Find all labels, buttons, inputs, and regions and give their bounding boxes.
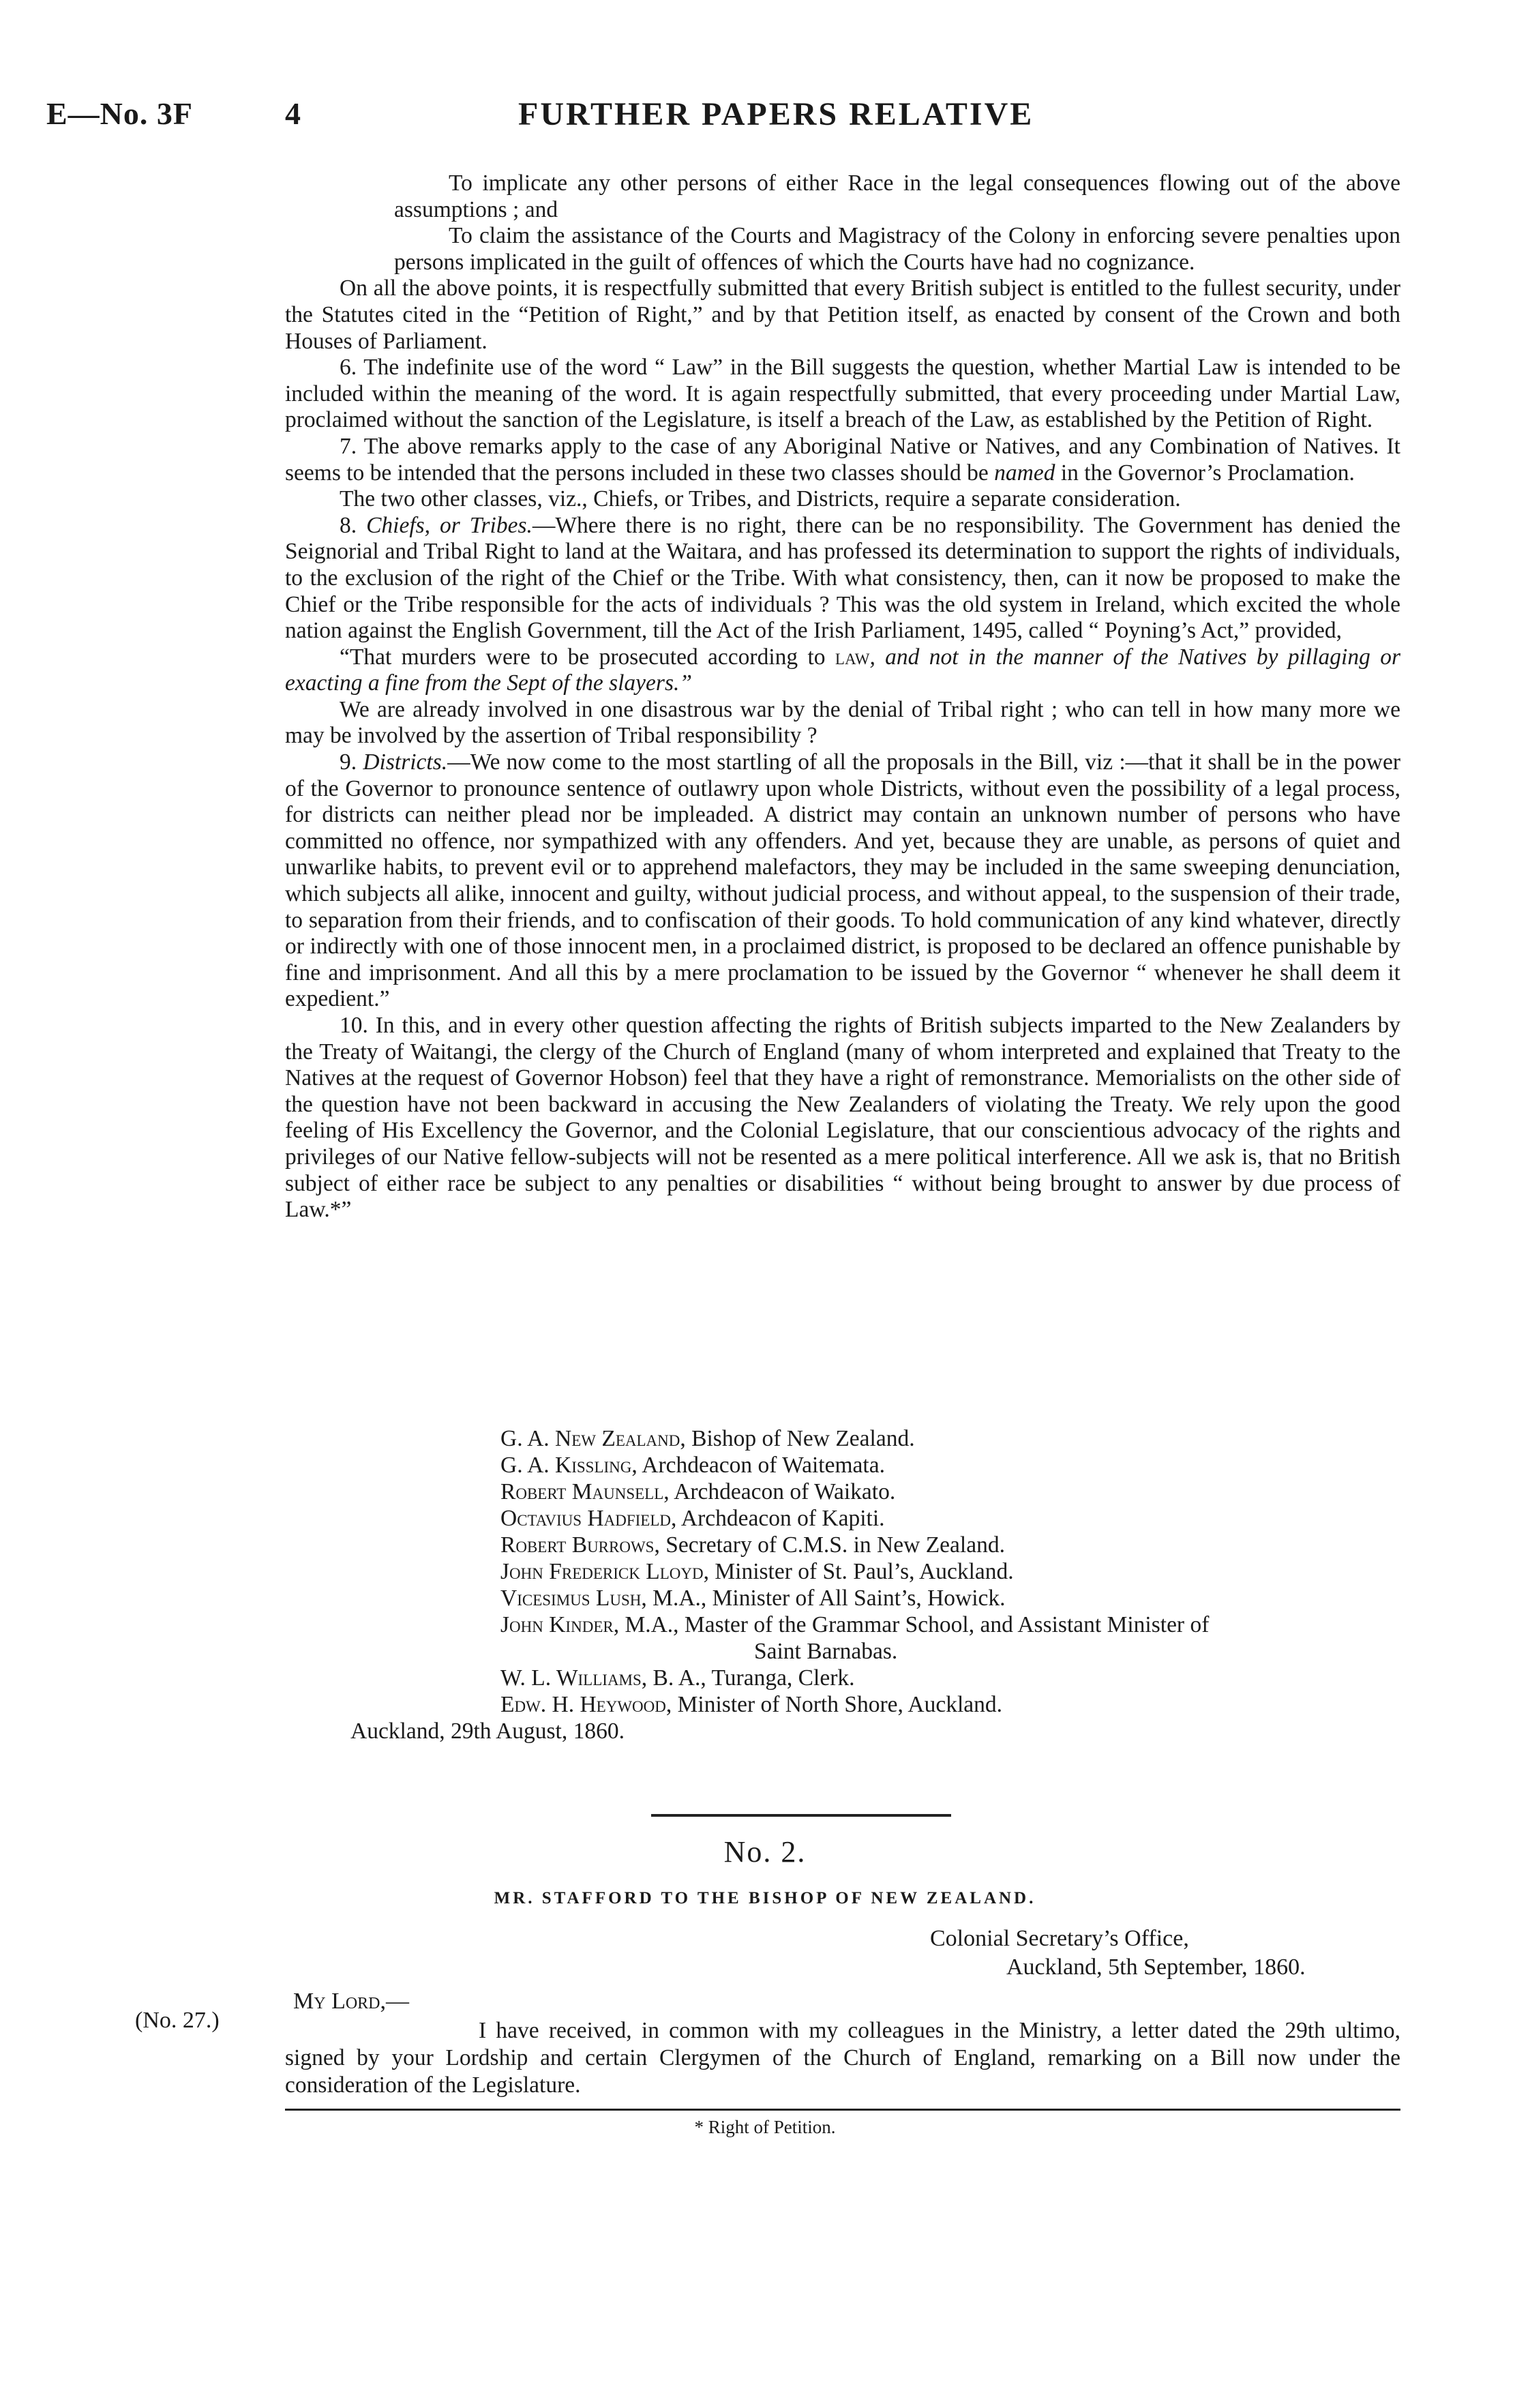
running-title: FURTHER PAPERS RELATIVE xyxy=(518,96,1034,132)
signatory-name: Octavius Hadfield, xyxy=(500,1506,677,1531)
section-divider xyxy=(651,1814,951,1817)
document-reference: E—No. 3F xyxy=(46,96,193,131)
signatory xyxy=(285,1478,1400,1505)
memorial-body xyxy=(285,170,1400,1223)
margin-reference: (No. 27.) xyxy=(135,2008,220,2033)
signatory-name: Edw. H. Heywood, xyxy=(500,1692,672,1717)
letter-address xyxy=(930,1924,1306,1982)
signatory-title: B. A., Turanga, Clerk. xyxy=(647,1665,855,1691)
signatory-name: John Frederick Lloyd, xyxy=(500,1559,709,1584)
paragraph: We are already involved in one disastrous war by the denial of Tribal right ; who can tell in how many more we may be involved by the assertion of Tribal responsibility ? xyxy=(285,696,1400,749)
paragraph-text: —Where there is no right, there can be no responsibility. The Government has denied the Seignorial and Tribal Right to land at the Waitara, and has professed its determination to support the rights of individuals, to the exclusion of the right of the Chief or the Tribe. With what consistency, then, can it now be proposed to make the Chief or the Tribe responsible for the acts of individuals ? This was the old system in Ireland, which excited the whole nation against the English Government, till the Act of the Irish Parliament, 1495, called “ Poyning’s Act,” provided, xyxy=(285,512,1401,644)
paragraph: To implicate any other persons of either Race in the legal consequences flowing out of the above assumptions ; and xyxy=(394,170,1400,222)
salutation: My Lord,— xyxy=(293,1989,410,2014)
paragraph: To claim the assistance of the Courts and Magistracy of the Colony in enforcing severe penalties upon persons implicated in the guilt of offences of which the Courts have had no cognizance. xyxy=(394,223,1400,275)
paragraph-number: 9. xyxy=(340,749,363,775)
signatory xyxy=(285,1505,1400,1532)
signatory xyxy=(285,1532,1400,1558)
place-and-date: Auckland, 29th August, 1860. xyxy=(350,1719,625,1744)
quotation-text: , and not in the manner of the Natives by pillaging or exacting a fine from the Sept of the slayers.” xyxy=(285,644,1400,696)
paragraph: The two other classes, viz., Chiefs, or Tribes, and Districts, require a separate consideration. xyxy=(340,486,1181,512)
signatory-name: W. L. Williams, xyxy=(500,1665,648,1691)
signatory-title: M.A., Minister of All Saint’s, Howick. xyxy=(646,1586,1006,1611)
paragraph xyxy=(285,513,1400,644)
section-number: No. 2. xyxy=(723,1835,807,1869)
address-date-line: Auckland, 5th September, 1860. xyxy=(1006,1954,1306,1980)
signatory-title: M.A., Master of the Grammar School, and Assistant Minister of xyxy=(619,1612,1210,1637)
footnote-rule xyxy=(285,2109,1400,2111)
signatory xyxy=(285,1611,1400,1665)
paragraph: 10. In this, and in every other question affecting the rights of British subjects imparted to the New Zealanders by the Treaty of Waitangi, the clergy of the Church of England (many of whom interpreted and explained that Treaty to the Natives at the request of Governor Hobson) feel that they have a right of remonstrance. Memorialists on the other side of the question have not been backward in accusing the New Zealanders of violating the Treaty. We rely upon the good feeling of His Excellency the Governor, and the Colonial Legislature, that our conscientious advocacy of the rights and privileges of our Native fellow-subjects will not be resented as a mere political interference. All we ask is, that no British subject of either race be subject to any penalties or disabilities “ without being brought to answer by due process of Law.*” xyxy=(285,1013,1400,1223)
paragraph: 6. The indefinite use of the word “ Law” in the Bill suggests the question, whether Martial Law is intended to be included within the meaning of the word. It is again respectfully submitted, that every proceeding under Martial Law, proclaimed without the sanction of the Legislature, is itself a breach of the Law, as established by the Petition of Right. xyxy=(285,355,1400,433)
signatory-title: Archdeacon of Kapiti. xyxy=(676,1506,885,1531)
emphasis: named xyxy=(994,460,1055,486)
signatory-title: Bishop of New Zealand. xyxy=(685,1426,915,1451)
paragraph xyxy=(285,434,1400,486)
signatory xyxy=(285,1558,1400,1585)
signatory-title: Minister of North Shore, Auckland. xyxy=(672,1692,1003,1717)
page-header xyxy=(0,95,1530,143)
signatory xyxy=(285,1425,1400,1452)
signatory-title: Archdeacon of Waitemata. xyxy=(637,1453,885,1478)
paragraph xyxy=(285,749,1400,1013)
quotation xyxy=(285,644,1400,697)
signatory-name: G. A. Kissling, xyxy=(500,1453,638,1478)
signatory-name: Vicesimus Lush, xyxy=(500,1586,647,1611)
section-subheading: MR. STAFFORD TO THE BISHOP OF NEW ZEALAND. xyxy=(494,1889,1036,1907)
page-number: 4 xyxy=(285,96,301,131)
signatory-name: John Kinder, xyxy=(500,1612,620,1637)
signatory xyxy=(285,1452,1400,1478)
paragraph-text: 7. The above remarks apply to the case of any Aboriginal Native or Natives, and any Combination of Natives. It seems to be intended that the persons included in these two classes should be xyxy=(285,433,1400,486)
signatory-title: Minister of St. Paul’s, Auckland. xyxy=(708,1559,1014,1584)
signatory-name: G. A. New Zealand, xyxy=(500,1426,686,1451)
address-line: Colonial Secretary’s Office, xyxy=(930,1926,1189,1951)
paragraph-number: 8. xyxy=(340,512,367,538)
quotation-text: “That murders were to be prosecuted according to xyxy=(340,644,835,670)
footnote: * Right of Petition. xyxy=(694,2117,836,2137)
section-heading: Districts. xyxy=(363,749,448,775)
signatory-name: Robert Burrows, xyxy=(500,1532,660,1558)
signatory-name: Robert Maunsell, xyxy=(500,1479,670,1504)
signatures-block xyxy=(285,1425,1400,1744)
quotation-emphasis: law xyxy=(835,644,870,670)
letter-body xyxy=(285,2017,1400,2099)
signatory-title-continued: Saint Barnabas. xyxy=(754,1639,898,1664)
signatory xyxy=(285,1665,1400,1691)
signatory xyxy=(285,1691,1400,1718)
signatory-title: Secretary of C.M.S. in New Zealand. xyxy=(659,1532,1005,1558)
paragraph: I have received, in common with my colleagues in the Ministry, a letter dated the 29th ultimo, signed by your Lordship and certain Clergymen of the Church of England, remarking on a Bill now under the consideration of the Legislature. xyxy=(285,2018,1400,2098)
signatory-title: Archdeacon of Waikato. xyxy=(669,1479,896,1504)
paragraph: On all the above points, it is respectfully submitted that every British subject is entitled to the fullest security, under the Statutes cited in the “Petition of Right,” and by that Petition itself, as enacted by consent of the Crown and both Houses of Parliament. xyxy=(285,276,1400,354)
paragraph-text: in the Governor’s Proclamation. xyxy=(1055,460,1355,486)
paragraph-text: —We now come to the most startling of all the proposals in the Bill, viz :—that it shall be in the power of the Governor to pronounce sentence of outlawry upon whole Districts, without even the possibility of a legal process, for districts can neither plead nor be impleaded. A district may contain an unknown number of persons who have committed no offence, nor sympathized with any offenders. And yet, because they are unable, as persons of quiet and unwarlike habits, to prevent evil or to apprehend malefactors, they may be included in the same sweeping denunciation, which subjects all alike, innocent and guilty, without judicial process, and without appeal, to the suspension of their trade, to separation from their friends, and to confiscation of their goods. To hold communication of any kind whatever, directly or indirectly with one of those innocent men, in a proclaimed district, is proposed to be declared an offence punishable by fine and imprisonment. And all this by a mere proclamation to be issued by the Governor “ whenever he shall deem it expedient.” xyxy=(285,749,1400,1012)
section-heading: Chiefs, or Tribes. xyxy=(366,512,532,538)
signatory xyxy=(285,1585,1400,1611)
